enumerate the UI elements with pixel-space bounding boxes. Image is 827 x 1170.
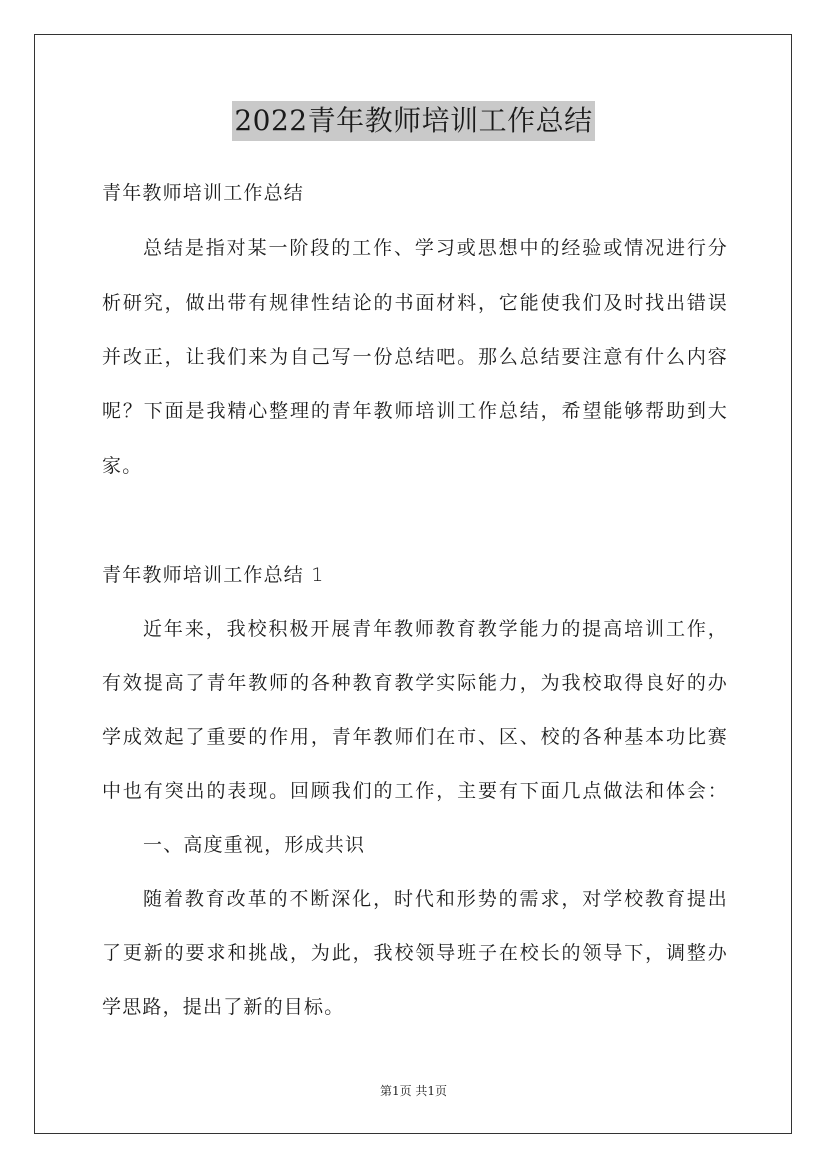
subsection-heading: 一、高度重视，形成共识 (143, 834, 366, 856)
title-container (0, 101, 827, 141)
document-title: 2022青年教师培训工作总结 (232, 101, 594, 141)
paragraph-line: 中也有突出的表现。回顾我们的工作，主要有下面几点做法和体会： (102, 780, 728, 802)
paragraph-line: 近年来，我校积极开展青年教师教育教学能力的提高培训工作， (143, 618, 728, 640)
paragraph-line: 有效提高了青年教师的各种教育教学实际能力，为我校取得良好的办 (102, 672, 728, 694)
paragraph-line: 析研究，做出带有规律性结论的书面材料，它能使我们及时找出错误 (102, 292, 728, 314)
paragraph-line: 学成效起了重要的作用，青年教师们在市、区、校的各种基本功比赛 (102, 726, 728, 748)
paragraph-line: 总结是指对某一阶段的工作、学习或思想中的经验或情况进行分 (143, 237, 728, 259)
paragraph-line: 家。 (102, 455, 143, 477)
paragraph-line: 学思路，提出了新的目标。 (102, 996, 345, 1018)
paragraph-line: 随着教育改革的不断深化，时代和形势的需求，对学校教育提出 (143, 888, 728, 910)
paragraph-line: 并改正，让我们来为自己写一份总结吧。那么总结要注意有什么内容 (102, 346, 728, 368)
paragraph-line: 呢？下面是我精心整理的青年教师培训工作总结，希望能够帮助到大 (102, 400, 728, 422)
subtitle-line: 青年教师培训工作总结 (102, 182, 305, 204)
paragraph-line: 了更新的要求和挑战，为此，我校领导班子在校长的领导下，调整办 (102, 942, 728, 964)
page-footer: 第1页 共1页 (379, 1084, 448, 1098)
section-heading: 青年教师培训工作总结 1 (102, 564, 325, 586)
